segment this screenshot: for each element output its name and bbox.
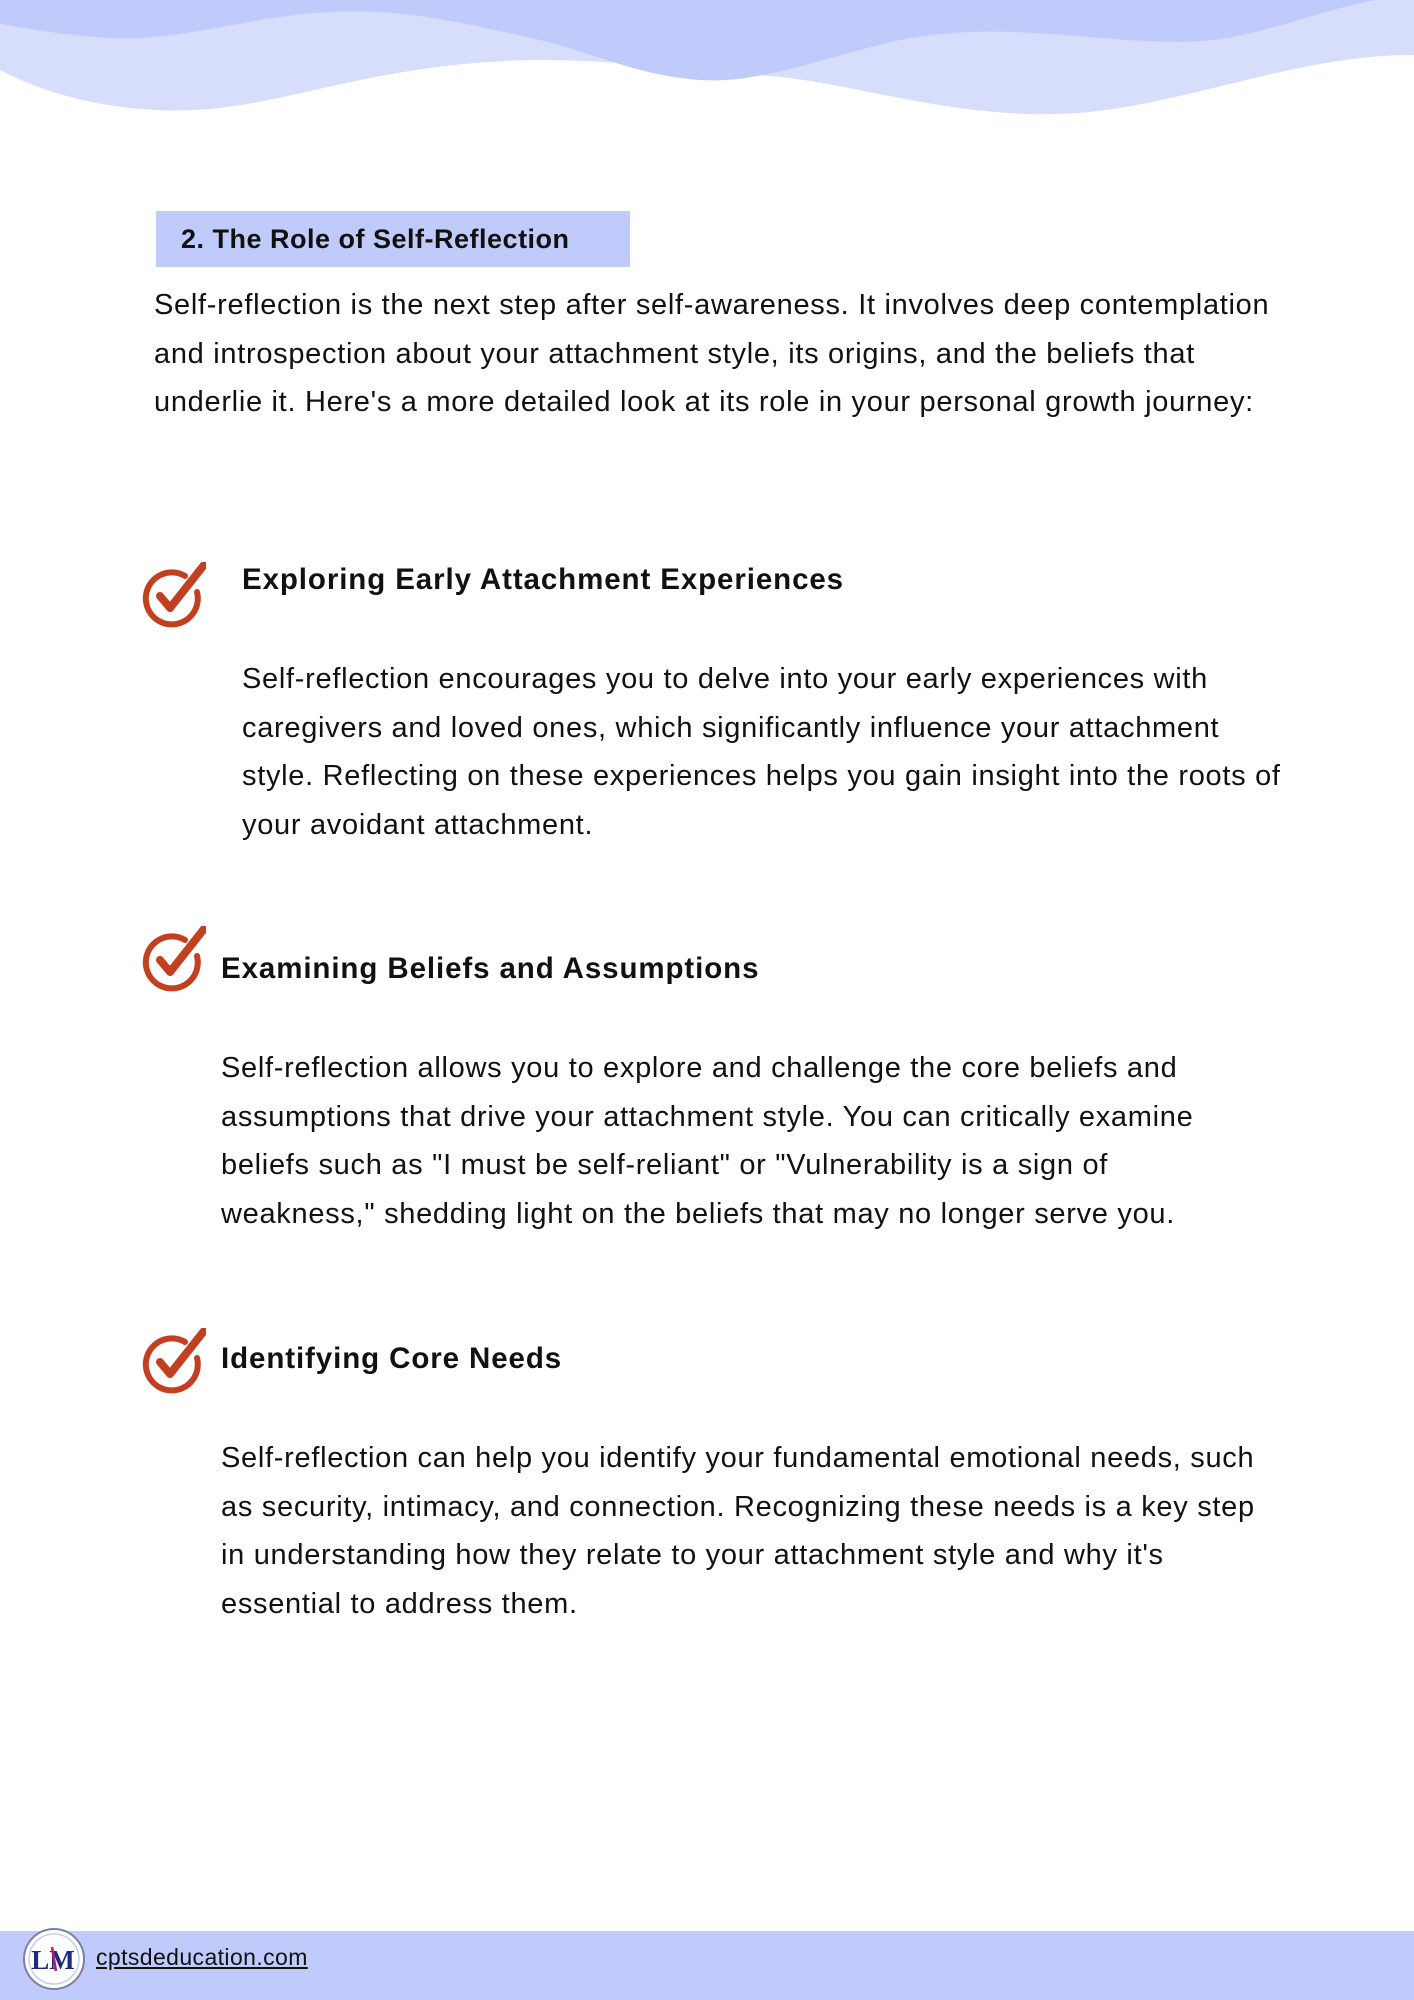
item-body-core-needs: Self-reflection can help you identify your fundamental emotional needs, such as security, intimacy, and connection. Recognizing these needs is a key step in understanding how they relate to your attachment style and why it's essential to address them.: [221, 1442, 1255, 1620]
check-circle-icon: [138, 926, 206, 994]
item-title-core-needs: Identifying Core Needs: [221, 1342, 563, 1375]
svg-text:LM: LM: [31, 1945, 75, 1975]
check-circle-icon: [138, 1328, 206, 1396]
item-body-beliefs: Self-reflection allows you to explore and challenge the core beliefs and assumptions that drive your attachment style. You can critically examine beliefs such as "I must be self-reliant" or "Vulnerability is a sign of weakness," shedding light on the beliefs that may no longer serve you.: [221, 1052, 1194, 1230]
check-circle-icon: [138, 562, 206, 630]
item-body-early-attachment: Self-reflection encourages you to delve into your early experiences with caregivers and loved ones, which significantly influence your attachment style. Reflecting on these experiences helps you gain insight into the roots of your avoidant attachment.: [242, 663, 1281, 841]
header-wave-decoration: [0, 0, 1414, 120]
logo-icon: [22, 1927, 86, 1991]
footer-website-link[interactable]: cptsdeducation.com: [96, 1944, 308, 1970]
section-intro: Self-reflection is the next step after self-awareness. It involves deep contemplation and introspection about your attachment style, its origins, and the beliefs that underlie it. Here's a more detailed look at its role in your personal growth journey:: [154, 289, 1270, 418]
item-title-beliefs: Examining Beliefs and Assumptions: [221, 952, 760, 985]
section-title: 2. The Role of Self-Reflection: [156, 211, 630, 267]
item-title-early-attachment: Exploring Early Attachment Experiences: [242, 563, 844, 596]
